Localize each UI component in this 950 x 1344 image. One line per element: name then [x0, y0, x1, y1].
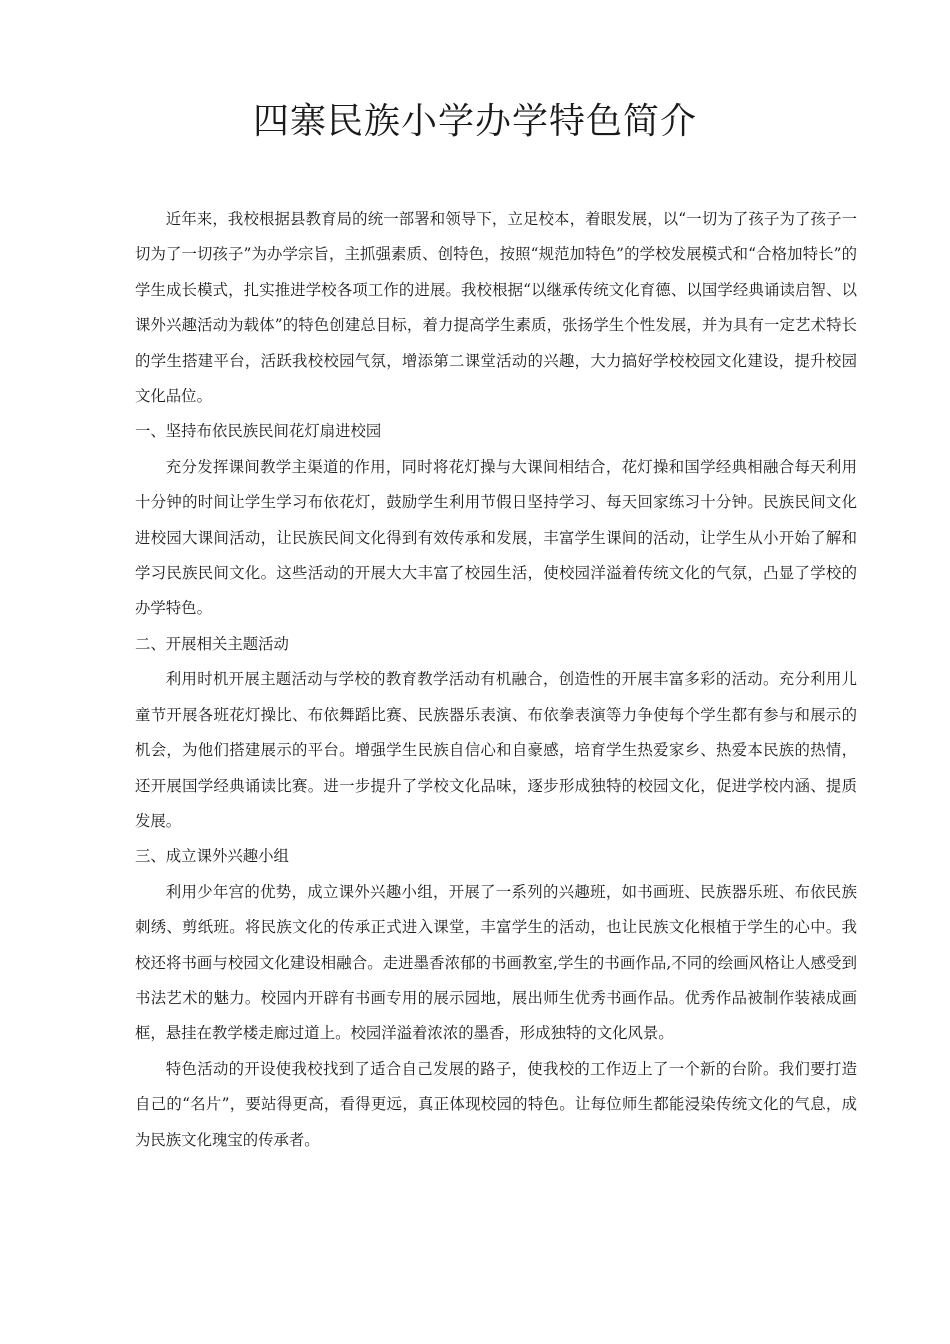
section-heading-2: 二、开展相关主题活动	[135, 634, 289, 653]
section-paragraph-2: 利用时机开展主题活动与学校的教育教学活动有机融合，创造性的开展丰富多彩的活动。充分利用儿童节开展各班花灯操比、布依舞蹈比赛、民族器乐表演、布依拳表演等力争使每个学生都有参与和展示的机会，为他们搭建展示的平台。增强学生民族自信心和自豪感，培育学生热爱家乡、热爱本民族的热情，还开展国学经典诵读比赛。进一步提升了学校文化品味，逐步形成独特的校园文化，促进学校内涵、提质发展。	[135, 670, 857, 830]
intro-paragraph: 近年来，我校根据县教育局的统一部署和领导下，立足校本，着眼发展，以“一切为了孩子为了孩子一切为了一切孩子”为办学宗旨，主抓强素质、创特色，按照“规范加特色”的学校发展模式和“合格加特长”的学生成长模式，扎实推进学校各项工作的进展。我校根据“以继承传统文化育德、以国学经典诵读启智、以课外兴趣活动为载体”的特色创建总目标，着力提高学生素质，张扬学生个性发展，并为具有一定艺术特长的学生搭建平台，活跃我校校园气氛，增添第二课堂活动的兴趣，大力搞好学校校园文化建设，提升校园文化品位。	[135, 210, 857, 406]
document-title: 四寨民族小学办学特色简介	[252, 101, 697, 142]
section-paragraph-1: 充分发挥课间教学主渠道的作用，同时将花灯操与大课间相结合，花灯操和国学经典相融合每天利用十分钟的时间让学生学习布依花灯，鼓励学生利用节假日坚持学习、每天回家练习十分钟。民族民间文化进校园大课间活动，让民族民间文化得到有效传承和发展，丰富学生课间的活动，让学生从小开始了解和学习民族民间文化。这些活动的开展大大丰富了校园生活，使校园洋溢着传统文化的气氛，凸显了学校的办学特色。	[135, 457, 857, 618]
document-body	[135, 202, 857, 1158]
section-paragraph-3: 利用少年宫的优势，成立课外兴趣小组，开展了一系列的兴趣班，如书画班、民族器乐班、布依民族刺绣、剪纸班。将民族文化的传承正式进入课堂，丰富学生的活动，也让民族文化根植于学生的心中。我校还将书画与校园文化建设相融合。走进墨香浓郁的书画教室,学生的书画作品,不同的绘画风格让人感受到书法艺术的魅力。校园内开辟有书画专用的展示园地，展出师生优秀书画作品。优秀作品被制作装裱成画框，悬挂在教学楼走廊过道上。校园洋溢着浓浓的墨香，形成独特的文化风景。	[135, 882, 857, 1043]
section-heading-1: 一、坚持布依民族民间花灯扇进校园	[135, 422, 382, 441]
closing-paragraph: 特色活动的开设使我校找到了适合自己发展的路子，使我校的工作迈上了一个新的台阶。我们要打造自己的“名片”，要站得更高，看得更远，真正体现校园的特色。让每位师生都能浸染传统文化的气息，成为民族文化瑰宝的传承者。	[135, 1059, 857, 1149]
section-heading-3: 三、成立课外兴趣小组	[135, 847, 289, 866]
